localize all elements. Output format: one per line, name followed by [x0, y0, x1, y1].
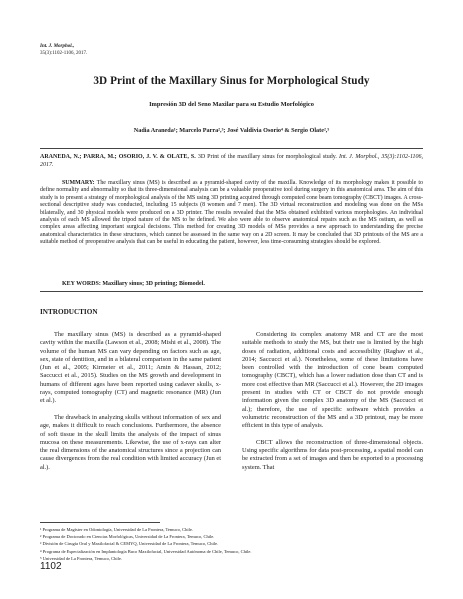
keywords: KEY WORDS: Maxillary sinus; 3D printing; Biomodel.	[62, 281, 205, 287]
page-number: 1102	[40, 561, 62, 572]
footnote: ¹ Programa de Magíster en Odontología, Universidad de La Frontera, Temuco, Chile.	[40, 527, 194, 532]
footnotes	[40, 526, 423, 562]
footnote: ⁵ Universidad de La Frontera, Temuco, Chile.	[40, 555, 123, 561]
left-column	[40, 331, 221, 480]
citation-line	[40, 154, 423, 169]
abstract	[40, 180, 423, 247]
journal-citation: 35(3):1102-1106, 2017.	[40, 50, 88, 56]
paragraph: The drawback in analyzing skulls without information of sex and age, makes it difficult to reach conclusions. Furthermore, the absence of soft tissue in the skull limits the analysis of the impact of sinus mucosa on these measurements. Likewise, the use of x-rays can alter the real dimensions of the anatomical structures since a projection can cause divergences from the real condition with limited accuracy (Jun et al.).	[40, 413, 221, 471]
journal-header	[40, 44, 87, 57]
abstract-label: SUMMARY:	[62, 180, 95, 186]
author-list: Nadia Araneda¹; Marcelo Parra²,³; José Valdivia Osorio⁴ & Sergio Olate²,⁵	[133, 127, 330, 134]
footnote: ² Programa de Doctorado en Ciencias Morfológicas, Universidad de La Frontera, Temuco, Chile.	[40, 534, 215, 540]
keywords-divider	[40, 291, 423, 292]
footnote: ⁴ Programa de Especialización en Implantología Buco Maxilofacial, Universidad Autónoma de Chile, Temuco, Chile.	[40, 548, 252, 554]
paragraph: CBCT allows the reconstruction of three-dimensional objects. Using specific algorithms for data post-processing, a spatial model can be extracted from a set of images and then be exported to a processing system. That	[242, 438, 423, 471]
right-column	[242, 331, 423, 480]
citation-authors: ARANEDA, N.; PARRA, M.; OSORIO, J. V. & OLATE, S.	[40, 154, 196, 160]
top-divider	[40, 148, 423, 149]
section-heading: INTRODUCTION	[40, 308, 98, 316]
journal-name: Int. J. Morphol.,	[40, 44, 75, 49]
paragraph: Considering its complex anatomy MR and CT are the most suitable methods to study the MS, but their use is limited by the high doses of radiation, additional costs and accessibility (Raghav et al., 2014; Saccucci et al.). Nonetheless, some of these limitations have been controlled with the introduction of cone beam computed tomography (CBCT), which has a lower radiation dose than CT and is more cost effective than MR (Saccucci et al.). However, the 2D images present in studies with CT or CBCT do not provide enough information given the complex 3D anatomy of the MS (Saccucci et al.); therefore, the use of specific software which provides a volumetric reconstruction of the MS and a 3D printout, may be more efficient in this type of analysis.	[242, 331, 423, 430]
footnote-divider	[40, 522, 160, 523]
paragraph: The maxillary sinus (MS) is described as a pyramid-shaped cavity within the maxilla (Lawson et al., 2008; Mishi et al., 2008). The volume of the human MS can vary depending on factors such as age, sex, state of dentition, and in a bilateral comparison in the same patient (Jun et al., 2005; Kirmeier et al., 2011; Amin & Hassan, 2012; Saccucci et al., 2015). Studies on the MS growth and development in humans of different ages have been reported using cadaver skulls, x-rays, computed tomography (CT) and magnetic resonance (MR) (Jun et al.).	[40, 331, 221, 405]
paper-title: 3D Print of the Maxillary Sinus for Morphological Study	[93, 75, 370, 87]
abstract-text: The maxillary sinus (MS) is described as a pyramid-shaped cavity of the maxilla. Knowledge of its morphology makes it possible to define normality and abnormality so that its three-dimensional analysis can be a valuable preoperative tool during surgery in this anatomical area. The aim of this study is to present a strategy of morphological analysis of the MS using 3D printing acquired through computed cone beam tomography (CBCT) images. A cross-sectional descriptive study was conducted, including 15 subjects (8 women and 7 men). The 3D virtual reconstruction and modeling was done on the MSs bilaterally, and 30 physical models were produced on a 3D printer. The results revealed that the MSs obtained exhibited various morphologies. An individual analysis of each MS allowed the tripod nature of the MS to be defined. We also were able to observe anatomical repairs such as the MS ostium, as well as complex areas affecting important surgical decisions. This method for creating 3D models of MSs provides a new approach to understanding the precise anatomical characteristics in these structures, which cannot be assessed in the same way on a 2D screen. It may be concluded that 3D printouts of the MS are a suitable method of preoperative analysis that can be useful in educating the patient, however, less time-consuming strategies should be explored.	[40, 180, 423, 246]
footnote: ³ División de Cirugía Oral y Maxilofacial & CEMYQ, Universidad de La Frontera, Temuco, Chile.	[40, 541, 219, 547]
citation-journal: Int. J. Morphol., 35(3):1102-1106, 2017.	[40, 154, 424, 168]
paper-subtitle: Impresión 3D del Seno Maxilar para su Estudio Morfológico	[149, 101, 314, 108]
citation-title: 3D Print of the maxillary sinus for morphological study.	[197, 154, 337, 160]
